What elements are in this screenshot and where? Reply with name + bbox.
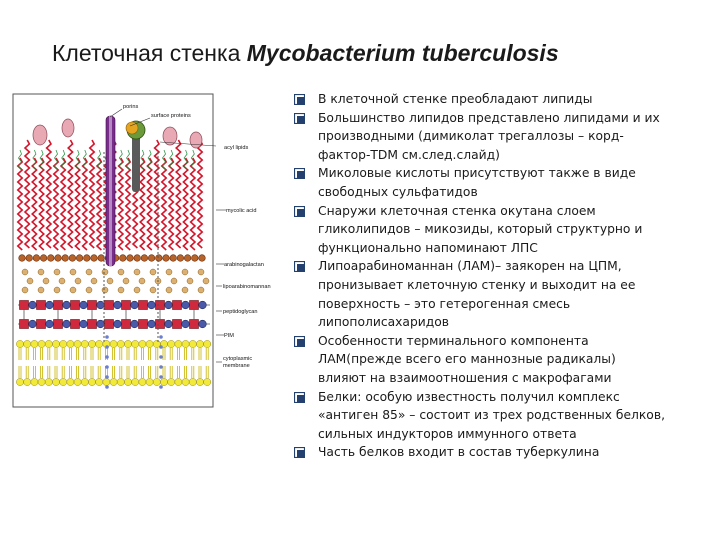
bullet-line: Миколовые кислоты присутствуют также в виде [318,166,636,181]
peptidoglycan-muramic-unit [71,301,80,310]
arabinogalactan-sugar [141,255,148,262]
label-porins: porins [123,104,139,110]
arabinan-bead [134,269,140,275]
bullet-line: поверхность – это гетерогенная смесь [318,296,571,311]
mycolic-acid-chain [32,158,36,250]
membrane-lipid-head [139,340,146,347]
bullet-list [290,90,710,462]
bullet-item [290,90,710,109]
arabinogalactan-sugar [62,255,69,262]
mycolic-acid-chain [147,158,151,250]
arabinogalactan-sugar [120,255,127,262]
peptidoglycan-glucosamine-unit [114,320,122,328]
mycolic-acid-chain [126,158,130,250]
peptidoglycan-glucosamine-unit [165,320,173,328]
label-acyl-lipids: acyl lipids [224,145,249,151]
label-peptidoglycan: peptidoglycan [223,309,258,315]
bullet-item [290,332,710,388]
membrane-lipid-head [52,340,59,347]
membrane-lipid-head [74,340,81,347]
membrane-lipid-head [196,340,203,347]
arabinan-bead [54,287,60,293]
membrane-lipid-head [110,378,117,385]
arabinan-bead [54,269,60,275]
label-surface-proteins: surface proteins [151,113,191,119]
arabinan-bead [27,278,33,284]
arabinan-bead [86,269,92,275]
arabinogalactan-sugar [84,255,91,262]
arabinogalactan-sugar [163,255,170,262]
peptidoglycan-muramic-unit [88,320,97,329]
arabinan-bead [198,287,204,293]
membrane-lipid-head [182,378,189,385]
membrane-lipid-head [81,340,88,347]
mycolic-acid-chain [39,158,43,250]
pim-marker [159,355,163,359]
peptidoglycan-glucosamine-unit [80,320,88,328]
arabinogalactan-sugar [69,255,76,262]
arabinan-bead [182,269,188,275]
peptidoglycan-glucosamine-unit [131,320,139,328]
bullet-item [290,109,710,165]
membrane-lipid-head [60,378,67,385]
arabinan-bead [22,269,28,275]
arabinan-bead [118,269,124,275]
arabinan-bead [182,287,188,293]
membrane-lipid-head [139,378,146,385]
checkbox-bullet-icon [294,392,305,403]
membrane-lipid-head [153,378,160,385]
membrane-lipid-head [160,378,167,385]
pim-marker [105,355,109,359]
membrane-lipid-head [175,378,182,385]
peptidoglycan-muramic-unit [173,320,182,329]
arabinogalactan-sugar [33,255,40,262]
peptidoglycan-muramic-unit [156,301,165,310]
arabinogalactan-sugar [40,255,47,262]
acyl-lipid-head [62,119,74,137]
peptidoglycan-layer [18,301,210,329]
acyl-lipid-head [33,125,47,145]
label-pim: PIM [224,333,234,339]
checkbox-bullet-icon [294,94,305,105]
peptidoglycan-muramic-unit [156,320,165,329]
mycolic-acid-chain [83,158,87,250]
arabinogalactan-sugar [192,255,199,262]
bullet-line: фактор-TDM см.след.слайд) [318,147,500,162]
bullet-line: производными (димиколат трегаллозы – корд- [318,129,624,144]
peptidoglycan-glucosamine-unit [97,320,105,328]
peptidoglycan-glucosamine-unit [165,301,173,309]
arabinan-bead [86,287,92,293]
membrane-lipid-head [168,340,175,347]
peptidoglycan-muramic-unit [173,301,182,310]
membrane-lipid-head [117,378,124,385]
cell-wall-diagram [10,92,295,412]
bullet-line: Особенности терминального компонента [318,333,589,348]
membrane-lipid-head [189,378,196,385]
label-lipoarabinomannan: lipoarabinomannan [223,284,271,290]
membrane-lipid-head [96,378,103,385]
arabinogalactan-sugar [91,255,98,262]
peptidoglycan-muramic-unit [190,301,199,310]
checkbox-bullet-icon [294,261,305,272]
arabinan-bead [171,278,177,284]
peptidoglycan-muramic-unit [54,320,63,329]
membrane-lipid-head [204,378,211,385]
peptidoglycan-glucosamine-unit [131,301,139,309]
arabinan-bead [102,287,108,293]
label-cytoplasmic: cytoplasmic [223,356,253,362]
arabinan-bead [38,269,44,275]
title-plain: Клеточная стенка [52,40,247,66]
membrane-lipid-head [24,378,31,385]
peptidoglycan-muramic-unit [139,301,148,310]
cytoplasmic-membrane [16,340,210,385]
membrane-lipid-head [146,378,153,385]
arabinogalactan-sugar [76,255,83,262]
arabinogalactan-sugar [26,255,33,262]
pim-marker [105,365,109,369]
pim-marker [159,385,163,389]
arabinan-bead [203,278,209,284]
peptidoglycan-muramic-unit [105,301,114,310]
membrane-lipid-head [103,378,110,385]
pim-marker [159,345,163,349]
membrane-lipid-head [146,340,153,347]
arabinogalactan-sugar [134,255,141,262]
peptidoglycan-glucosamine-unit [63,301,71,309]
label-membrane: membrane [223,363,250,369]
pim-marker [159,335,163,339]
mycolic-acid-chain [169,158,173,250]
checkbox-bullet-icon [294,168,305,179]
peptidoglycan-glucosamine-unit [148,320,156,328]
arabinan-bead [123,278,129,284]
peptidoglycan-muramic-unit [122,320,131,329]
membrane-lipid-head [31,378,38,385]
membrane-lipid-head [196,378,203,385]
porin-channel-highlight [109,116,112,266]
peptidoglycan-glucosamine-unit [199,301,207,309]
label-mycolic-acid: mycolic acid [226,208,257,214]
peptidoglycan-glucosamine-unit [80,301,88,309]
bullet-line: гликолипидов – микозиды, который структурно и [318,222,643,237]
arabinan-bead [22,287,28,293]
arabinogalactan-sugar [19,255,26,262]
membrane-lipid-head [60,340,67,347]
mycolic-acid-chain [162,158,166,250]
membrane-lipid-head [88,340,95,347]
bullet-line: ЛАМ(прежде всего его маннозные радикалы) [318,352,616,367]
bullet-line: пронизывает клеточную стенку и выходит на ее [318,277,636,292]
peptidoglycan-muramic-unit [20,320,29,329]
membrane-lipid-head [124,340,131,347]
bullet-line: Снаружи клеточная стенка окутана слоем [318,203,596,218]
membrane-lipid-head [189,340,196,347]
membrane-lipid-head [31,340,38,347]
membrane-lipid-head [110,340,117,347]
membrane-lipid-head [124,378,131,385]
bullet-item [290,257,710,331]
arabinogalactan-sugar [170,255,177,262]
arabinan-bead [150,287,156,293]
peptidoglycan-glucosamine-unit [114,301,122,309]
membrane-lipid-head [74,378,81,385]
arabinogalactan-sugar [199,255,206,262]
bullet-item [290,443,710,462]
mycolic-acid-chain [140,158,144,250]
arabinan-bead [43,278,49,284]
bullet-line: Белки: особую известность получил комплекс [318,389,620,404]
membrane-lipid-head [117,340,124,347]
arabinogalactan-sugar [156,255,163,262]
bullet-item [290,388,710,444]
peptidoglycan-muramic-unit [122,301,131,310]
arabinogalactan-sugar [177,255,184,262]
peptidoglycan-glucosamine-unit [29,301,37,309]
membrane-lipid-head [132,340,139,347]
peptidoglycan-muramic-unit [88,301,97,310]
membrane-lipid-head [204,340,211,347]
arabinan-bead [102,269,108,275]
peptidoglycan-glucosamine-unit [182,301,190,309]
membrane-lipid-head [88,378,95,385]
checkbox-bullet-icon [294,113,305,124]
peptidoglycan-glucosamine-unit [46,320,54,328]
membrane-lipid-head [168,378,175,385]
membrane-lipid-head [52,378,59,385]
peptidoglycan-glucosamine-unit [182,320,190,328]
bullet-line: влияют на взаимоотношения с макрофагами [318,370,612,385]
arabinan-bead [91,278,97,284]
arabinan-bead [59,278,65,284]
bullet-line: Липоарабиноманнан (ЛАМ)– заякорен на ЦПМ, [318,259,622,274]
peptidoglycan-muramic-unit [105,320,114,329]
checkbox-bullet-icon [294,336,305,347]
arabinan-bead [38,287,44,293]
membrane-lipid-head [24,340,31,347]
membrane-lipid-head [67,378,74,385]
membrane-lipid-head [96,340,103,347]
peptidoglycan-muramic-unit [190,320,199,329]
pim-marker [105,345,109,349]
membrane-lipid-head [16,340,23,347]
label-arabinogalactan: arabinogalactan [224,262,264,268]
bullet-line: функционально напоминают ЛПС [318,240,538,255]
bullet-line: В клеточной стенке преобладают липиды [318,92,593,106]
mycolic-acid-chain [97,158,101,250]
pim-marker [105,375,109,379]
arabinan-bead [150,269,156,275]
arabinan-bead [166,269,172,275]
arabinan-bead [198,269,204,275]
peptidoglycan-glucosamine-unit [63,320,71,328]
bullet-line: Большинство липидов представлено липидами и их [318,110,660,125]
peptidoglycan-muramic-unit [37,301,46,310]
pim-marker [159,375,163,379]
peptidoglycan-muramic-unit [37,320,46,329]
bullet-line: Часть белков входит в состав туберкулина [318,445,600,460]
bullet-item [290,164,710,201]
checkbox-bullet-icon [294,447,305,458]
porins-leader [110,109,122,117]
pim-marker [105,385,109,389]
bullet-line: свободных сульфатидов [318,184,478,199]
pim-marker [159,365,163,369]
arabinogalactan-sugar [148,255,155,262]
peptidoglycan-muramic-unit [54,301,63,310]
arabinan-bead [139,278,145,284]
membrane-lipid-head [38,378,45,385]
arabinogalactan-sugar [127,255,134,262]
mycolic-acid-chain [183,158,187,250]
slide-title [52,40,559,67]
arabinan-bead [166,287,172,293]
checkbox-bullet-icon [294,206,305,217]
bullet-item [290,202,710,258]
membrane-lipid-head [38,340,45,347]
bullet-line: «антиген 85» – состоит из трех родственных белков, [318,408,665,423]
acyl-lipid-head [190,132,202,148]
peptidoglycan-muramic-unit [71,320,80,329]
mycolic-acid-chain [119,158,123,250]
arabinogalactan-sugar [48,255,55,262]
bullet-line: липополисахаридов [318,315,450,330]
mycolic-acid-chain [54,158,58,250]
arabinan-bead [107,278,113,284]
mycolic-acid-chain [75,158,79,250]
peptidoglycan-glucosamine-unit [46,301,54,309]
arabinan-bead [134,287,140,293]
membrane-lipid-head [182,340,189,347]
membrane-lipid-head [81,378,88,385]
arabinan-bead [118,287,124,293]
peptidoglycan-glucosamine-unit [148,301,156,309]
peptidoglycan-glucosamine-unit [97,301,105,309]
arabinan-bead [70,287,76,293]
membrane-lipid-head [132,378,139,385]
membrane-lipid-head [67,340,74,347]
title-italic: Mycobacterium tuberculosis [246,40,559,66]
peptidoglycan-muramic-unit [139,320,148,329]
peptidoglycan-muramic-unit [20,301,29,310]
surface-protein-stalk [132,132,140,192]
peptidoglycan-glucosamine-unit [29,320,37,328]
membrane-lipid-head [175,340,182,347]
mycolic-acid-chain [61,158,65,250]
arabinogalactan-sugar [55,255,62,262]
membrane-lipid-head [16,378,23,385]
arabinogalactan-sugars [22,269,209,293]
mycolic-acid-chain [191,158,195,250]
arabinan-bead [187,278,193,284]
bullet-line: сильных индукторов иммунного ответа [318,426,577,441]
membrane-lipid-head [45,340,52,347]
arabinan-bead [75,278,81,284]
membrane-lipid-head [45,378,52,385]
arabinogalactan-sugar [184,255,191,262]
pim-marker [105,335,109,339]
arabinan-bead [70,269,76,275]
mycolic-acid-chain [18,158,22,250]
peptidoglycan-glucosamine-unit [199,320,207,328]
